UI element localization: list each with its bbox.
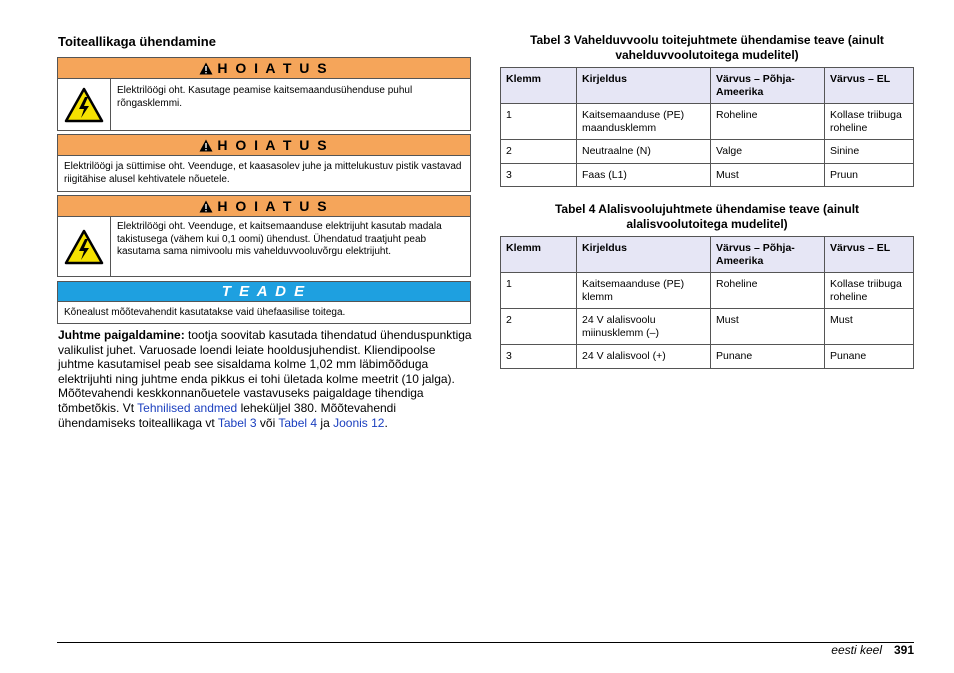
table-row [501,345,914,369]
table-header-cell: Kirjeldus [577,237,711,273]
footer-rule [57,642,914,643]
table-header-cell: Klemm [501,237,577,273]
table-cell: Valge [711,140,825,164]
table-header-cell: Värvus – EL [825,68,914,104]
table-cell: Pruun [825,163,914,187]
table-header-row [501,237,914,273]
electric-shock-icon [64,229,104,265]
table-cell: 1 [501,104,577,140]
table-cell: Punane [825,345,914,369]
table-cell: 2 [501,140,577,164]
link-figure-12[interactable]: Joonis 12 [333,415,385,430]
page-number: 391 [893,643,914,657]
notice-text: Kõnealust mõõtevahendit kasutatakse vaid ühefaasilise toitega. [64,307,346,318]
table-header-cell: Kirjeldus [577,68,711,104]
table-cell: Kollase triibuga roheline [825,104,914,140]
notice-box [57,281,471,324]
link-technical-data[interactable]: Tehnilised andmed [137,400,238,415]
table-header-cell: Värvus – Põhja-Ameerika [711,68,825,104]
warning-header [58,58,470,79]
table-header-cell: Värvus – Põhja-Ameerika [711,237,825,273]
table-cell: Roheline [711,104,825,140]
table-header-row [501,68,914,104]
paragraph-lead: Juhtme paigaldamine: [58,328,185,342]
warning-title: H O I A T U S [217,198,329,214]
warning-triangle-icon [199,139,213,152]
table-cell: Must [711,163,825,187]
table-cell: Neutraalne (N) [577,140,711,164]
warning-header [58,196,470,217]
table-cell: Sinine [825,140,914,164]
table3 [500,67,914,187]
notice-title: T E A D E [58,282,470,302]
table-header-cell: Klemm [501,68,577,104]
link-table-3[interactable]: Tabel 3 [217,415,257,430]
table4 [500,236,914,369]
electric-shock-icon [64,87,104,123]
table-cell: 3 [501,345,577,369]
table-cell: Punane [711,345,825,369]
table-row [501,163,914,187]
warning-header [58,135,470,156]
warning-text: Elektrilöögi oht. Kasutage peamise kaitsemaandusühenduse puhul rõngasklemmi. [117,85,413,109]
warning-box-2 [57,134,471,192]
table-cell: Kollase triibuga roheline [825,273,914,309]
table-cell: 24 V alalisvool (+) [577,345,711,369]
table-row [501,140,914,164]
wiring-paragraph: Juhtme paigaldamine: tootja soovitab kasutada tihendatud ühenduspunktiga valikulist juhet. Varuosade loendi leiate hooldusjuhendist. Kliendipoolse juhtme kasutamisel peab see sisaldama kolme 1,02 mm läbimõõduga elektrijuhti ning juhtme enda pikkus ei tohi ületada kolme meetrit (10 jalga). Mõõtevahendi keskkonnanõuetele vastavuseks paigaldage tihendiga tõmbetõkis. Vt Tehnilised andmed leheküljel 380. Mõõtevahendi ühendamiseks toiteallikaga vt Tabel 3 või Tabel 4 ja Joonis 12. [58,328,472,430]
warning-triangle-icon [199,62,213,75]
table-cell: Roheline [711,273,825,309]
table-row [501,104,914,140]
table-cell: Kaitsemaanduse (PE) klemm [577,273,711,309]
table-cell: 24 V alalisvoolu miinusklemm (–) [577,309,711,345]
table-row [501,273,914,309]
table4-caption: Tabel 4 Alalisvoolujuhtmete ühendamise teave (ainult alalisvoolutoitega mudelitel) [554,202,860,231]
table-cell: Faas (L1) [577,163,711,187]
warning-triangle-icon [199,200,213,213]
link-table-4[interactable]: Tabel 4 [278,415,318,430]
warning-box-1 [57,57,471,131]
table-cell: 1 [501,273,577,309]
warning-text: Elektrilöögi oht. Veenduge, et kaitsemaanduse elektrijuht kasutab madala takistusega (vähem kui 0,1 oomi) ühendust. Ühendatud traatjuht peab kasutama sama nimivoolu mis vahelduvvooluvõrgu elektrijuht. [117,221,442,257]
table-cell: 3 [501,163,577,187]
warning-title: H O I A T U S [217,137,329,153]
table3-caption: Tabel 3 Vahelduvvoolu toitejuhtmete ühendamise teave (ainult vahelduvvoolutoitega mudelitel) [530,33,884,62]
table-cell: Kaitsemaanduse (PE) maandusklemm [577,104,711,140]
table-cell: 2 [501,309,577,345]
section-heading: Toiteallikaga ühendamine [58,34,216,49]
table-row [501,309,914,345]
footer-language: eesti keel [831,643,882,657]
warning-text: Elektrilöögi ja süttimise oht. Veenduge, et kaasasolev juhe ja mittelukustuv pistik vastavad riigitähise alusel kehtivatele nõuetele. [64,161,462,185]
warning-box-3 [57,195,471,277]
table-header-cell: Värvus – EL [825,237,914,273]
warning-title: H O I A T U S [217,60,329,76]
table-cell: Must [711,309,825,345]
table-cell: Must [825,309,914,345]
